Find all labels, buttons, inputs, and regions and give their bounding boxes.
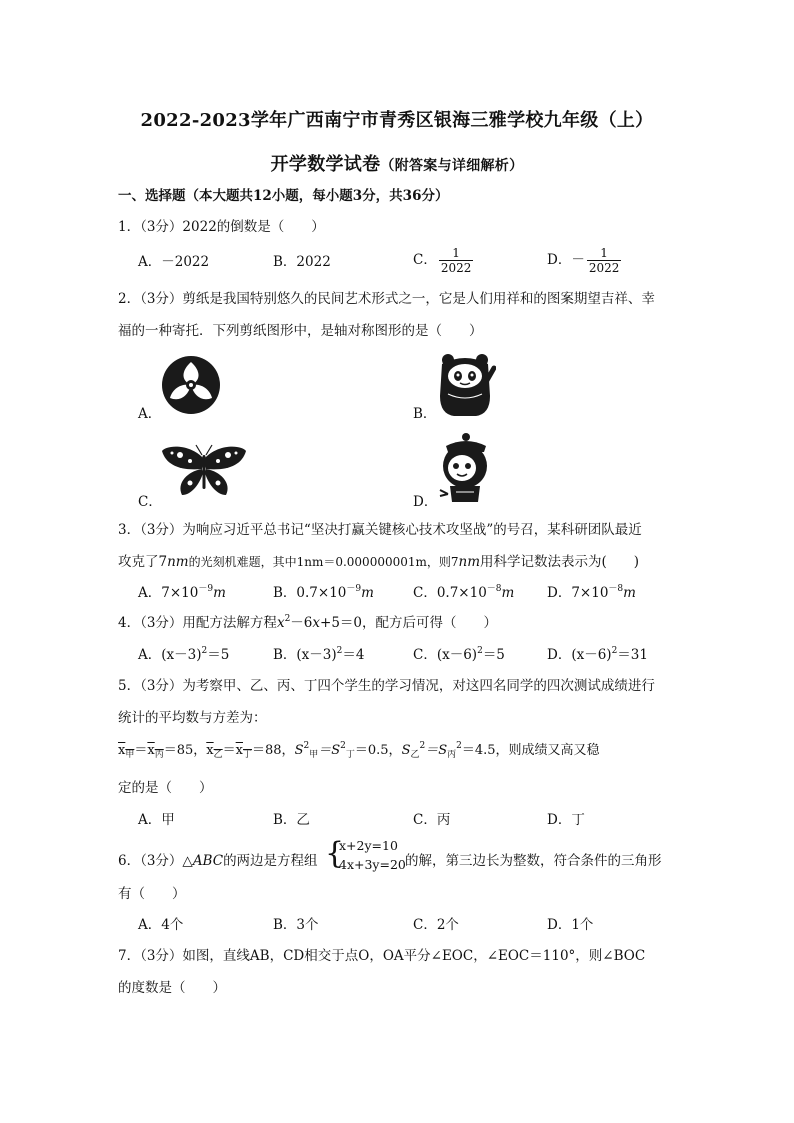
q5-var2-exp2: 2: [456, 741, 462, 751]
q5-option-c: C．丙: [413, 812, 451, 828]
q4-exponent: 2: [284, 614, 291, 624]
question-1-stem: 1．（3分）2022的倒数是（ ）: [118, 219, 325, 235]
q5-var-sub1: 甲: [309, 750, 319, 760]
q6-system-brace: {: [325, 836, 345, 871]
q3-option-d: [547, 584, 636, 602]
q5-var2-value-4-5: ＝4.5，则成绩又高又稳: [461, 743, 600, 758]
q3-text-c: 的光刻机难题，其中1nm＝0.000000001m，则7: [188, 555, 459, 569]
q2-option-b: B．: [413, 406, 437, 422]
q3-a-base: A．7×10: [138, 585, 199, 601]
q4-a-base: A．(x－3): [138, 647, 202, 663]
question-5-line1: 5．（3分）为考察甲、乙、丙、丁四个学生的学习情况，对这四名同学的四次测试成绩进行: [118, 678, 655, 694]
question-6-stem-a: [118, 852, 318, 870]
q6-option-b: B．3个: [273, 917, 319, 933]
question-5-line4: 定的是（ ）: [118, 780, 213, 796]
q4-option-d: [547, 646, 648, 664]
q6-text-a: 6．（3分）△: [118, 853, 193, 869]
q2-option-a: A．: [138, 406, 162, 422]
q5-var-value-0-5: ＝0.5，: [354, 743, 402, 758]
q5-mean-jia-x: x: [118, 743, 126, 758]
q5-var2-eq: ＝S: [425, 743, 448, 758]
q3-a-exponent: －9: [198, 584, 214, 594]
q3-text-a: 攻克了7: [118, 554, 168, 570]
q3-text-e: 用科学记数法表示为( ): [480, 554, 640, 570]
q2-option-d: D．: [413, 494, 438, 510]
q5-mean-ding: [236, 743, 252, 758]
q5-var2-sub1: 乙: [410, 750, 420, 760]
q5-mean-jia: [118, 743, 134, 758]
q3-c-unit: m: [501, 585, 515, 601]
q1-c-denominator: 2022: [440, 261, 472, 275]
q1-option-d-fraction: [587, 246, 622, 275]
q4-d-base: D．(x－6): [547, 647, 612, 663]
q6-equation-1: x+2y=10: [339, 838, 398, 853]
q1-option-c: [413, 246, 475, 275]
q5-mean-yi: [206, 743, 222, 758]
q5-option-d: D．丁: [547, 812, 585, 828]
q5-mean-bing: [147, 743, 163, 758]
q3-b-base: B．0.7×10: [273, 585, 347, 601]
q4-d-rhs: ＝31: [617, 647, 648, 663]
q6-triangle-abc: ABC: [192, 853, 224, 869]
q3-d-exponent: －8: [608, 584, 624, 594]
q5-mean-bing-sub: 丙: [154, 750, 164, 760]
q4-text-c: +5＝0，配方后可得（ ）: [320, 615, 498, 631]
q5-var2-s1: S: [401, 743, 411, 758]
question-7-line2: 的度数是（ ）: [118, 980, 226, 996]
q3-a-unit: m: [213, 585, 226, 601]
question-5-line2: 统计的平均数与方差为：: [118, 710, 267, 726]
q4-a-exponent: 2: [201, 646, 208, 656]
q5-var-sub2: 丁: [345, 750, 355, 760]
q5-mean-yi-sub: 乙: [213, 750, 223, 760]
q6-option-d: D．1个: [547, 917, 594, 933]
question-6-line2: 有（ ）: [118, 886, 186, 902]
q3-option-a: [138, 584, 226, 602]
q3-unit-nm-2: nm: [458, 554, 481, 570]
q4-d-exponent: 2: [611, 646, 618, 656]
exam-title-line1: 2022-2023学年广西南宁市青秀区银海三雅学校九年级（上）: [140, 110, 654, 131]
question-5-stats-line: [118, 742, 600, 760]
q4-option-a: [138, 646, 229, 664]
exam-title-line2: [0, 150, 794, 176]
question-7-line1: 7．（3分）如图，直线AB，CD相交于点O，OA平分∠EOC，∠EOC＝110°，则∠BOC: [118, 948, 646, 964]
q1-option-d-label: D．－: [547, 252, 585, 268]
exam-title-main: 开学数学试卷: [270, 154, 381, 175]
q6-equation-system: [339, 836, 406, 874]
q4-option-c: [413, 646, 505, 664]
q4-c-exponent: 2: [477, 646, 483, 656]
q5-var-exp1: 2: [303, 741, 310, 751]
q5-option-a: A．甲: [138, 812, 175, 828]
q5-var-s1: S: [294, 743, 304, 758]
q3-d-base: D．7×10: [547, 585, 609, 601]
q5-mean-value-85: ＝85，: [163, 743, 207, 758]
q4-var-x: x: [276, 615, 285, 631]
q3-b-unit: m: [361, 585, 374, 601]
q5-mean-yi-x: x: [206, 743, 214, 758]
q4-option-b: [273, 646, 365, 664]
q5-var2-exp1: 2: [419, 741, 426, 751]
question-6-stem-c: 的解，第三边长为整数，符合条件的三角形: [405, 853, 662, 869]
q5-var-exp2: 2: [340, 741, 346, 751]
q5-eq1: ＝: [134, 743, 148, 758]
q4-b-rhs: ＝4: [342, 647, 365, 663]
question-2-line2: 福的一种寄托．下列剪纸图形中，是轴对称图形的是（ ）: [118, 323, 483, 339]
exam-title-note: （附答案与详细解析）: [380, 158, 524, 174]
papercut-mascot-image: [434, 432, 496, 504]
question-3-line1: 3．（3分）为响应习近平总书记“坚决打赢关键核心技术攻坚战”的号召，某科研团队最近: [118, 522, 642, 538]
q2-option-c: C．: [138, 494, 162, 510]
q5-option-b: B．乙: [273, 812, 310, 828]
q1-d-numerator: 1: [587, 246, 622, 261]
q6-equation-2: 4x+3y=20: [339, 857, 406, 872]
q5-mean-jia-sub: 甲: [125, 750, 135, 760]
q1-option-c-label: C．: [413, 252, 437, 268]
section-heading: 一、选择题（本大题共12小题，每小题3分，共36分）: [118, 188, 449, 204]
q6-option-a: A．4个: [138, 917, 184, 933]
q5-var-eq: ＝S: [318, 743, 341, 758]
question-4-stem: [118, 614, 497, 632]
q4-b-base: B．(x－3): [273, 647, 337, 663]
q4-c-base: C．(x－6): [413, 647, 478, 663]
q3-b-exponent: －9: [346, 584, 362, 594]
q5-eq2: ＝: [222, 743, 236, 758]
q5-mean-bing-x: x: [147, 743, 155, 758]
q6-option-c: C．2个: [413, 917, 459, 933]
q5-var2-sub2: 丙: [447, 750, 457, 760]
q1-option-d: [547, 246, 623, 275]
q3-c-exponent: －8: [486, 584, 502, 594]
q1-c-numerator: 1: [439, 246, 474, 261]
q4-var-x2: x: [312, 615, 321, 631]
q4-c-rhs: ＝5: [482, 647, 505, 663]
q4-text-a: 4．（3分）用配方法解方程: [118, 615, 277, 631]
q1-option-a: A．－2022: [138, 254, 210, 270]
q5-mean-ding-x: x: [235, 743, 243, 758]
papercut-panda-image: [434, 352, 496, 418]
q5-mean-ding-sub: 丁: [243, 750, 253, 760]
papercut-rabbits-image: [160, 354, 222, 416]
q3-d-unit: m: [623, 585, 636, 601]
question-3-line2: [118, 553, 639, 571]
papercut-butterfly-image: [160, 441, 248, 501]
q3-unit-nm-1: nm: [167, 554, 189, 570]
q4-a-rhs: ＝5: [207, 647, 230, 663]
q1-option-c-fraction: [439, 246, 474, 275]
question-2-line1: 2．（3分）剪纸是我国特别悠久的民间艺术形式之一，它是人们用祥和的图案期望吉祥、幸: [118, 291, 655, 307]
q4-text-b: －6: [290, 615, 313, 631]
q3-option-c: [413, 584, 514, 602]
q5-mean-value-88: ＝88，: [252, 743, 295, 758]
q4-b-exponent: 2: [336, 646, 343, 656]
q3-option-b: [273, 584, 374, 602]
q3-c-base: C．0.7×10: [413, 585, 487, 601]
q1-option-b: B．2022: [273, 254, 331, 270]
q6-text-b: 的两边是方程组: [223, 853, 318, 869]
q1-d-denominator: 2022: [588, 261, 620, 275]
